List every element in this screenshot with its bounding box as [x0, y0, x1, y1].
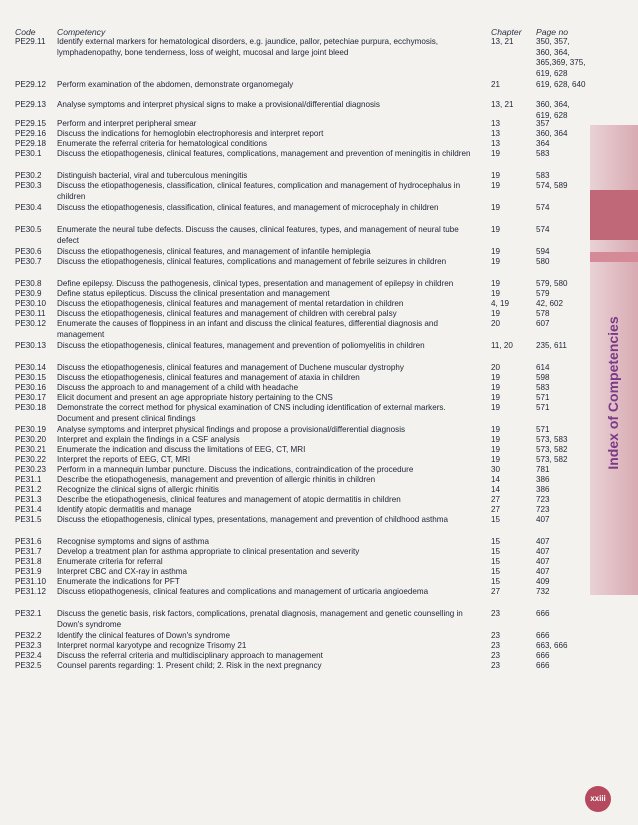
row-chapter: 30	[491, 465, 501, 474]
row-code: PE30.16	[15, 383, 47, 392]
column-header-chapter: Chapter	[491, 27, 522, 37]
side-tab-accent	[590, 190, 638, 240]
row-code: PE31.5	[15, 515, 42, 524]
row-competency: Interpret CBC and CX-ray in asthma	[57, 567, 188, 576]
row-code: PE32.3	[15, 641, 42, 650]
row-code: PE31.2	[15, 485, 42, 494]
row-code: PE30.20	[15, 435, 47, 444]
row-chapter: 19	[491, 149, 501, 158]
row-code: PE30.13	[15, 341, 47, 350]
row-pages: 573, 582	[536, 455, 568, 464]
row-chapter: 15	[491, 577, 501, 586]
row-pages: 573, 582	[536, 445, 568, 454]
row-chapter: 13, 21	[491, 37, 514, 46]
row-competency: Analyse symptoms and interpret physical signs to make a provisional/differential diagnosis	[57, 100, 380, 109]
row-chapter: 19	[491, 171, 501, 180]
row-competency: Enumerate the causes of floppiness in an infant and discuss the clinical features, differential diagnosis and management	[57, 319, 438, 339]
side-tab-label: Index of Competencies	[605, 316, 621, 470]
row-pages: 407	[536, 537, 550, 546]
row-competency: Discuss the etiopathogenesis, clinical features, complications, management and prevention of meningitis in children	[57, 149, 471, 158]
row-competency: Perform in a mannequin lumbar puncture. Discuss the indications, contraindication of the procedure	[57, 465, 414, 474]
row-code: PE30.1	[15, 149, 42, 158]
row-chapter: 19	[491, 393, 501, 402]
row-chapter: 13	[491, 129, 501, 138]
row-chapter: 14	[491, 485, 501, 494]
row-chapter: 19	[491, 425, 501, 434]
row-pages: 594	[536, 247, 550, 256]
row-pages: 407	[536, 567, 550, 576]
row-pages: 571	[536, 403, 550, 412]
row-competency: Enumerate the referral criteria for hematological conditions	[57, 139, 268, 148]
row-code: PE31.4	[15, 505, 42, 514]
row-pages: 666	[536, 631, 550, 640]
row-code: PE30.7	[15, 257, 42, 266]
row-code: PE32.1	[15, 609, 42, 618]
row-code: PE30.2	[15, 171, 42, 180]
row-pages: 235, 611	[536, 341, 567, 350]
row-competency: Discuss the etiopathogenesis, clinical types, presentations, management and prevention of childhood asthma	[57, 515, 448, 524]
row-code: PE31.9	[15, 567, 42, 576]
row-chapter: 19	[491, 373, 501, 382]
row-pages: 619, 628, 640	[536, 80, 586, 89]
row-code: PE30.8	[15, 279, 42, 288]
row-pages: 580	[536, 257, 550, 266]
row-competency: Enumerate the indications for PFT	[57, 577, 180, 586]
column-header-competency: Competency	[57, 27, 106, 37]
row-competency: Discuss the etiopathogenesis, classification, clinical features, and management of microcephaly in children	[57, 203, 439, 212]
row-competency: Identify atopic dermatitis and manage	[57, 505, 192, 514]
row-pages: 583	[536, 149, 550, 158]
row-pages: 360, 364, 619, 628	[536, 100, 570, 120]
row-competency: Discuss the approach to and management of a child with headache	[57, 383, 299, 392]
row-competency: Recognise symptoms and signs of asthma	[57, 537, 210, 546]
row-chapter: 15	[491, 557, 501, 566]
row-chapter: 19	[491, 309, 501, 318]
row-code: PE29.13	[15, 100, 47, 109]
row-code: PE30.14	[15, 363, 47, 372]
row-pages: 663, 666	[536, 641, 568, 650]
row-code: PE30.6	[15, 247, 42, 256]
row-chapter: 19	[491, 403, 501, 412]
row-competency: Analyse symptoms and interpret physical findings and propose a provisional/differential diagnosis	[57, 425, 406, 434]
row-chapter: 19	[491, 435, 501, 444]
row-chapter: 19	[491, 455, 501, 464]
row-pages: 409	[536, 577, 550, 586]
row-chapter: 13, 21	[491, 100, 514, 109]
row-pages: 598	[536, 373, 550, 382]
row-chapter: 23	[491, 641, 501, 650]
row-competency: Define status epilepticus. Discuss the clinical presentation and management	[57, 289, 330, 298]
column-header-code: Code	[15, 27, 36, 37]
row-chapter: 23	[491, 661, 501, 670]
row-chapter: 27	[491, 495, 501, 504]
row-code: PE30.21	[15, 445, 47, 454]
row-pages: 350, 357, 360, 364, 365,369, 375, 619, 628	[536, 37, 586, 78]
row-chapter: 23	[491, 651, 501, 660]
row-chapter: 19	[491, 203, 501, 212]
row-competency: Discuss etiopathogenesis, clinical features and complications and management of urticaria angioedema	[57, 587, 429, 596]
row-competency: Discuss the referral criteria and multidisciplinary approach to management	[57, 651, 323, 660]
row-pages: 386	[536, 475, 550, 484]
row-code: PE31.3	[15, 495, 42, 504]
row-chapter: 19	[491, 225, 501, 234]
row-pages: 407	[536, 557, 550, 566]
row-chapter: 15	[491, 547, 501, 556]
row-pages: 364	[536, 139, 550, 148]
row-code: PE31.7	[15, 547, 42, 556]
row-code: PE29.11	[15, 37, 46, 46]
row-pages: 574	[536, 225, 550, 234]
row-chapter: 20	[491, 319, 501, 328]
row-competency: Enumerate criteria for referral	[57, 557, 163, 566]
row-competency: Interpret the reports of EEG, CT, MRI	[57, 455, 191, 464]
row-code: PE29.12	[15, 80, 47, 89]
row-competency: Distinguish bacterial, viral and tuberculous meningitis	[57, 171, 248, 180]
row-code: PE30.9	[15, 289, 42, 298]
row-chapter: 19	[491, 257, 501, 266]
row-code: PE30.17	[15, 393, 47, 402]
side-tab-accent-thin	[590, 252, 638, 262]
row-pages: 666	[536, 609, 550, 618]
row-competency: Recognize the clinical signs of allergic rhinitis	[57, 485, 219, 494]
row-competency: Discuss the etiopathogenesis, clinical features and management of mental retardation in children	[57, 299, 404, 308]
row-pages: 357	[536, 119, 550, 128]
row-pages: 42, 602	[536, 299, 564, 308]
row-pages: 723	[536, 495, 550, 504]
row-chapter: 27	[491, 505, 501, 514]
row-code: PE30.23	[15, 465, 47, 474]
row-chapter: 13	[491, 139, 501, 148]
row-code: PE30.19	[15, 425, 47, 434]
row-pages: 666	[536, 661, 550, 670]
row-competency: Discuss the etiopathogenesis, classification, clinical features, complication and management of hydrocephalus in children	[57, 181, 461, 201]
row-pages: 407	[536, 515, 550, 524]
row-chapter: 15	[491, 515, 501, 524]
row-code: PE29.16	[15, 129, 47, 138]
row-code: PE31.1	[15, 475, 42, 484]
row-pages: 571	[536, 425, 550, 434]
row-competency: Develop a treatment plan for asthma appropriate to clinical presentation and severity	[57, 547, 360, 556]
row-pages: 360, 364	[536, 129, 568, 138]
row-chapter: 20	[491, 363, 501, 372]
row-pages: 666	[536, 651, 550, 660]
row-chapter: 19	[491, 247, 501, 256]
row-pages: 732	[536, 587, 550, 596]
row-code: PE30.5	[15, 225, 42, 234]
row-competency: Discuss the genetic basis, risk factors, complications, prenatal diagnosis, management and genetic counselling in Down's syndrome	[57, 609, 463, 629]
row-chapter: 23	[491, 631, 501, 640]
row-pages: 574, 589	[536, 181, 568, 190]
row-competency: Discuss the etiopathogenesis, clinical features, complications and management of febrile seizures in children	[57, 257, 447, 266]
row-code: PE30.22	[15, 455, 47, 464]
row-chapter: 19	[491, 289, 501, 298]
row-pages: 573, 583	[536, 435, 568, 444]
row-code: PE30.4	[15, 203, 42, 212]
row-competency: Counsel parents regarding: 1. Present child; 2. Risk in the next pregnancy	[57, 661, 322, 670]
row-chapter: 15	[491, 537, 501, 546]
row-chapter: 19	[491, 383, 501, 392]
row-pages: 723	[536, 505, 550, 514]
row-competency: Discuss the indications for hemoglobin electrophoresis and interpret report	[57, 129, 324, 138]
row-competency: Interpret and explain the findings in a CSF analysis	[57, 435, 240, 444]
row-chapter: 21	[491, 80, 501, 89]
row-chapter: 19	[491, 445, 501, 454]
row-competency: Perform examination of the abdomen, demonstrate organomegaly	[57, 80, 294, 89]
row-code: PE30.18	[15, 403, 47, 412]
row-code: PE32.5	[15, 661, 42, 670]
row-chapter: 27	[491, 587, 501, 596]
row-code: PE30.11	[15, 309, 46, 318]
row-pages: 578	[536, 309, 550, 318]
row-competency: Identify external markers for hematological disorders, e.g. jaundice, pallor, petechiae purpura, ecchymosis, lymphadenopathy, bone tenderness, loss of weight, mucosal and large joint bleed	[57, 37, 439, 57]
row-code: PE29.18	[15, 139, 47, 148]
row-code: PE31.12	[15, 587, 47, 596]
row-competency: Identify the clinical features of Down's syndrome	[57, 631, 230, 640]
row-competency: Interpret normal karyotype and recognize Trisomy 21	[57, 641, 247, 650]
row-pages: 781	[536, 465, 550, 474]
row-competency: Discuss the etiopathogenesis, clinical features, management and prevention of poliomyelitis in children	[57, 341, 425, 350]
row-chapter: 11, 20	[491, 341, 513, 350]
row-code: PE30.12	[15, 319, 47, 328]
row-competency: Describe the etiopathogenesis, management and prevention of allergic rhinitis in children	[57, 475, 376, 484]
row-competency: Enumerate the neural tube defects. Discuss the causes, clinical features, types, and management of neural tube defect	[57, 225, 459, 245]
row-pages: 574	[536, 203, 550, 212]
row-pages: 579	[536, 289, 550, 298]
row-code: PE30.10	[15, 299, 47, 308]
row-pages: 607	[536, 319, 550, 328]
row-pages: 583	[536, 383, 550, 392]
row-pages: 386	[536, 485, 550, 494]
row-chapter: 19	[491, 279, 501, 288]
row-pages: 407	[536, 547, 550, 556]
row-code: PE30.3	[15, 181, 42, 190]
row-pages: 571	[536, 393, 550, 402]
row-competency: Demonstrate the correct method for physical examination of CNS including identification of external markers. Document and present clinical findings	[57, 403, 446, 423]
row-pages: 583	[536, 171, 550, 180]
row-code: PE30.15	[15, 373, 47, 382]
row-code: PE29.15	[15, 119, 47, 128]
column-header-page: Page no	[536, 27, 569, 37]
row-chapter: 23	[491, 609, 501, 618]
row-competency: Define epilepsy. Discuss the pathogenesis, clinical types, presentation and management of epilepsy in children	[57, 279, 454, 288]
row-competency: Discuss the etiopathogenesis, clinical features, and management of infantile hemiplegia	[57, 247, 371, 256]
row-chapter: 19	[491, 181, 501, 190]
row-code: PE32.2	[15, 631, 42, 640]
row-competency: Describe the etiopathogenesis, clinical features and management of atopic dermatitis in children	[57, 495, 401, 504]
row-competency: Perform and interpret peripheral smear	[57, 119, 197, 128]
row-chapter: 4, 19	[491, 299, 510, 308]
row-chapter: 15	[491, 567, 501, 576]
row-competency: Discuss the etiopathogenesis, clinical features and management of children with cerebral palsy	[57, 309, 397, 318]
row-chapter: 13	[491, 119, 501, 128]
row-pages: 614	[536, 363, 550, 372]
row-chapter: 14	[491, 475, 501, 484]
row-code: PE31.6	[15, 537, 42, 546]
row-code: PE32.4	[15, 651, 42, 660]
row-pages: 579, 580	[536, 279, 568, 288]
row-competency: Elicit document and present an age appropriate history pertaining to the CNS	[57, 393, 333, 402]
row-competency: Enumerate the indication and discuss the limitations of EEG, CT, MRI	[57, 445, 306, 454]
row-competency: Discuss the etiopathogenesis, clinical features and management of ataxia in children	[57, 373, 360, 382]
page-number-badge: xxiii	[585, 786, 611, 812]
row-code: PE31.10	[15, 577, 47, 586]
row-competency: Discuss the etiopathogenesis, clinical features and management of Duchene muscular dystrophy	[57, 363, 404, 372]
row-code: PE31.8	[15, 557, 42, 566]
